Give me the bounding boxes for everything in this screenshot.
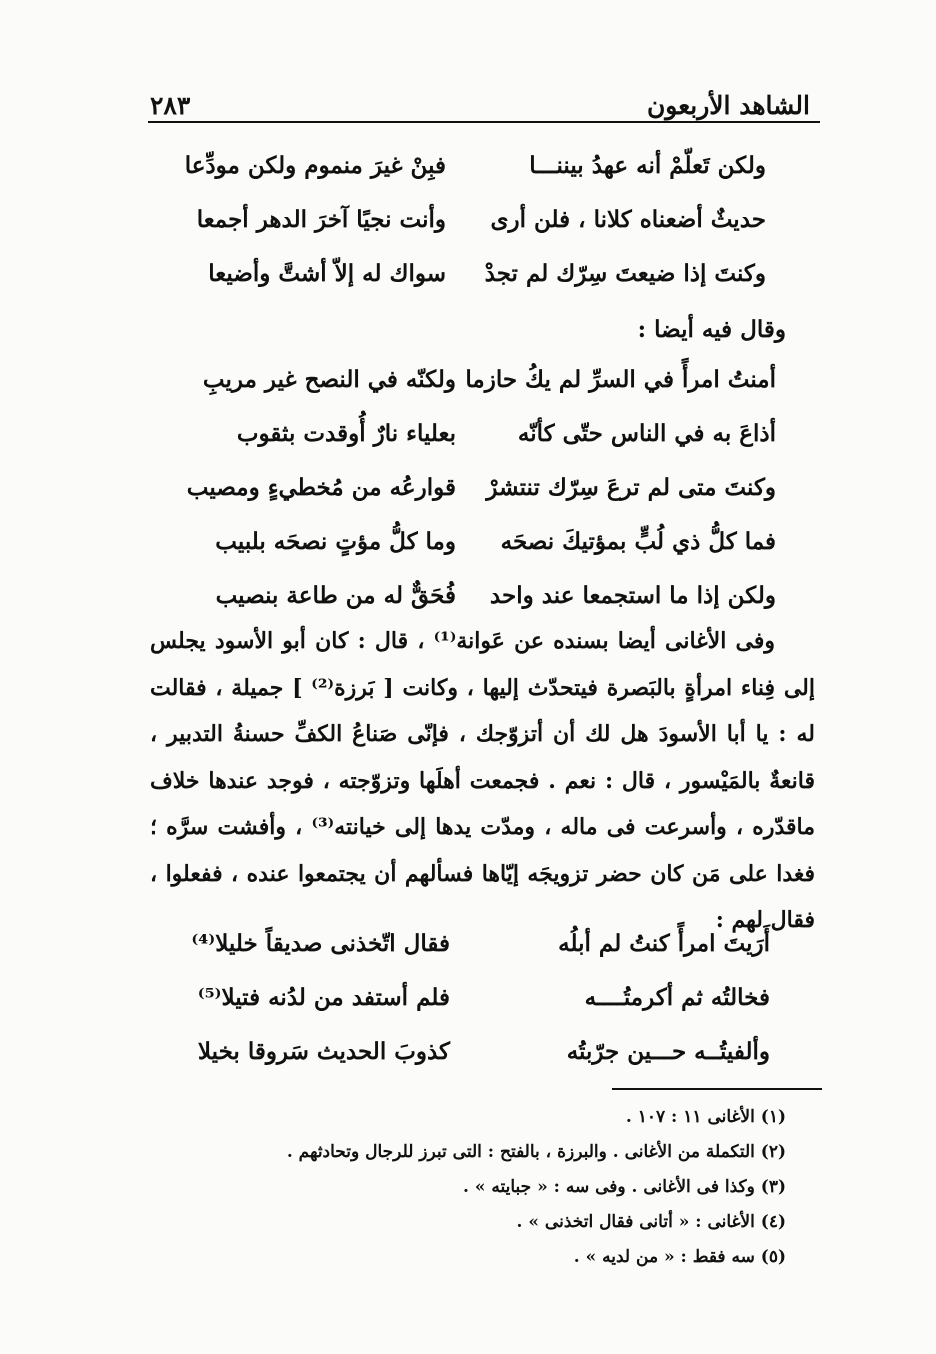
- verse-first-hemistich: أَرَيتَ امرأً كنتُ لم أبلُه: [558, 930, 770, 957]
- verse-line: [146, 260, 766, 314]
- verse-line: [146, 206, 766, 260]
- verse-line: [156, 474, 776, 528]
- header-rule: [148, 121, 820, 123]
- poem-3: [150, 930, 770, 1092]
- verse-second-hemistich: فلم أستفد من لدُنه فتيلا⁽⁵⁾: [197, 984, 450, 1011]
- verse-first-hemistich: أمنتُ امرأً في السرِّ لم يكُ حازما: [465, 366, 776, 393]
- footnote: (١) الأغانى ١١ : ١٠٧ .: [625, 1107, 786, 1127]
- verse-line: [156, 366, 776, 420]
- verse-first-hemistich: أذاعَ به في الناس حتّى كأنّه: [517, 420, 776, 447]
- footnote-rule: [612, 1088, 822, 1090]
- verse-line: [156, 420, 776, 474]
- footnote: (٢) التكملة من الأغانى . والبرزة ، بالفتح : التى تبرز للرجال وتحادثهم .: [286, 1142, 786, 1162]
- poem-1: [146, 152, 766, 314]
- poem-intro: وقال فيه أيضا :: [637, 316, 786, 343]
- verse-second-hemistich: بعلياء نارٌ أُوقدت بثقوب: [236, 420, 456, 447]
- footnote: (٥) سه فقط : « من لديه » .: [573, 1247, 786, 1267]
- verse-second-hemistich: وما كلُّ مؤتٍ نصحَه بلبيب: [215, 528, 456, 555]
- verse-line: [156, 528, 776, 582]
- verse-first-hemistich: وكنتَ إذا ضيعتَ سِرّك لم تجدْ: [484, 260, 766, 287]
- verse-first-hemistich: فخالتُه ثم أكرمتُــــه: [584, 984, 770, 1011]
- running-title: الشاهد الأربعون: [646, 91, 810, 120]
- verse-first-hemistich: حديثٌ أضعناه كلانا ، فلن أرى: [490, 206, 766, 233]
- footnote: (٣) وكذا فى الأغانى . وفى سه : « جبايته » .: [463, 1177, 786, 1197]
- verse-first-hemistich: فما كلُّ ذي لُبٍّ بمؤتيكَ نصحَه: [500, 528, 776, 555]
- prose-paragraph: [150, 618, 815, 944]
- page-number: ٢٨٣: [150, 91, 191, 120]
- footnotes: [226, 1100, 786, 1275]
- verse-second-hemistich: كذوبَ الحديث سَروقا بخيلا: [197, 1038, 450, 1065]
- verse-second-hemistich: ولكنّه في النصح غير مريبِ: [202, 366, 456, 393]
- verse-second-hemistich: قوارعُه من مُخطيءٍ ومصيب: [186, 474, 456, 501]
- verse-first-hemistich: ولكن إذا ما استجمعا عند واحد: [489, 582, 776, 609]
- verse-second-hemistich: سواك له إلاّ أشتَّ وأضيعا: [208, 260, 446, 287]
- verse-first-hemistich: وألفيتُــه حـــين جرّبتُه: [566, 1038, 770, 1065]
- verse-line: [150, 1038, 770, 1092]
- verse-second-hemistich: وأنت نجيًا آخرَ الدهر أجمعا: [196, 206, 446, 233]
- poem-2: [156, 366, 776, 636]
- verse-second-hemistich: فُحَقٌّ له من طاعة بنصيب: [215, 582, 456, 609]
- footnote: (٤) الأغانى : « أتانى فقال اتخذنى » .: [516, 1212, 786, 1232]
- prose-text: وفى الأغانى أيضا بسنده عن عَوانة⁽¹⁾ ، قال : كان أبو الأسود يجلس إلى فِناء امرأةٍ بالبَصرة فيتحدّث إليها ، وكانت [ بَرزة⁽²⁾ ] جميلة ، فقالت له : يا أبا الأسودَ هل لك أن أتزوّجك ، فإنّى صَناعُ الكفِّ حسنةُ التدبير ، قانعةٌ بالمَيْسور ، قال : نعم . فجمعت أهلَها وتزوّجته ، فوجد عندها خلاف ماقدّره ، وأسرعت فى ماله ، ومدّت يدها إلى خيانته⁽³⁾ ، وأفشت سرَّه ؛ فغدا على مَن كان حضر تزويجَه إيّاها فسألهم أن يجتمعوا عنده ، ففعلوا ، فقال لهم :: [150, 628, 816, 933]
- verse-second-hemistich: فقال اتّخذنى صديقاً خليلا⁽⁴⁾: [191, 930, 450, 957]
- verse-line: [146, 152, 766, 206]
- verse-second-hemistich: فبِنْ غيرَ منموم ولكن مودِّعا: [184, 152, 446, 179]
- verse-first-hemistich: ولكن تَعلّمْ أنه عهدُ بيننـــا: [529, 152, 766, 179]
- verse-line: [150, 984, 770, 1038]
- verse-line: [150, 930, 770, 984]
- page-header: [150, 78, 810, 120]
- verse-first-hemistich: وكنتَ متى لم ترعَ سِرّك تنتشرْ: [486, 474, 776, 501]
